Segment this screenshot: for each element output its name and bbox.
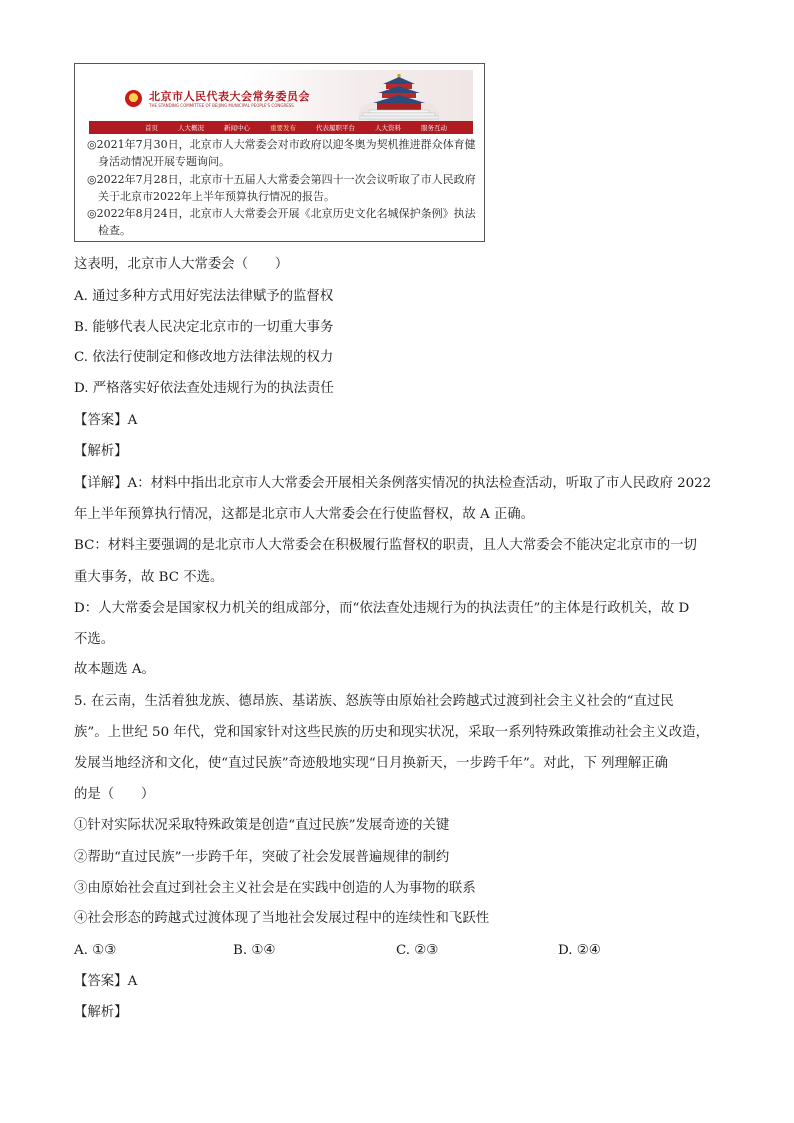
choice-a: A. ①③ bbox=[74, 943, 117, 958]
detail-line: D：人大常委会是国家权力机关的组成部分，而“依法查处违规行为的执法责任”的主体是行政机关，故 D bbox=[74, 601, 690, 616]
site-subtitle: THE STANDING COMMITTEE OF BEIJING MUNICIPAL PEOPLE'S CONGRESS bbox=[149, 103, 294, 108]
option-b: B. 能够代表人民决定北京市的一切重大事务 bbox=[74, 320, 334, 335]
question-stem: 这表明，北京市人大常委会（ ） bbox=[74, 257, 289, 272]
answer-tag: 【答案】 bbox=[74, 974, 128, 989]
detail-line: BC：材料主要强调的是北京市人大常委会在积极履行监督权的职责，且人大常委会不能决定北京市的一切 bbox=[74, 538, 697, 553]
choice-b: B. ①④ bbox=[233, 943, 276, 958]
answer-value: A bbox=[127, 413, 138, 428]
news-note: ◎2022年8月24日，北京市人大常委会开展《北京历史文化名城保护条例》执法检查。 bbox=[87, 207, 476, 238]
statement-2: ②帮助“直过民族”一步跨千年，突破了社会发展普遍规律的制约 bbox=[74, 850, 450, 865]
question-stem: 族”。上世纪 50 年代，党和国家针对这些民族的历史和现实状况，采取一系列特殊政策推动社会主义改造， bbox=[74, 725, 709, 740]
nav-item-releases[interactable]: 重要发布 bbox=[270, 124, 296, 132]
choice-c: C. ②③ bbox=[396, 943, 439, 958]
site-title: 北京市人民代表大会常务委员会 bbox=[149, 90, 310, 103]
analysis-tag: 【解析】 bbox=[74, 444, 128, 459]
detail-line: 【详解】A：材料中指出北京市人大常委会开展相关条例落实情况的执法检查活动，听取了市人民政府 2022 bbox=[74, 476, 712, 491]
option-c: C. 依法行使制定和修改地方法律法规的权力 bbox=[74, 350, 334, 365]
statement-1: ①针对实际状况采取特殊政策是创造“直过民族”发展奇迹的关键 bbox=[74, 818, 450, 833]
nav-item-deputies[interactable]: 代表履职平台 bbox=[316, 124, 355, 132]
answer-line bbox=[74, 974, 137, 990]
question-stem: 5. 在云南，生活着独龙族、德昂族、基诺族、怒族等由原始社会跨越式过渡到社会主义社会的“直过民 bbox=[74, 694, 674, 709]
detail-line: 不选。 bbox=[74, 632, 115, 647]
nav-item-overview[interactable]: 人大概况 bbox=[178, 124, 204, 132]
site-banner bbox=[89, 70, 473, 128]
news-notes bbox=[87, 136, 479, 240]
option-d: D. 严格落实好依法查处违规行为的执法责任 bbox=[74, 381, 334, 396]
nav-item-home[interactable]: 首页 bbox=[145, 124, 158, 132]
site-nav-bar bbox=[89, 121, 473, 134]
statement-4: ④社会形态的跨越式过渡体现了当地社会发展过程中的连续性和飞跃性 bbox=[74, 911, 490, 926]
detail-line: 故本题选 A。 bbox=[74, 662, 155, 677]
news-note: ◎2022年7月28日，北京市十五届人大常委会第四十一次会议听取了市人民政府关于北京市2022年上半年预算执行情况的报告。 bbox=[87, 172, 476, 203]
question-stem: 发展当地经济和文化，使“直过民族”奇迹般地实现“日月换新天，一步跨千年”。对此，下 列理解正确 bbox=[74, 756, 669, 771]
question-stem: 的是（ ） bbox=[74, 787, 155, 802]
detail-line: 重大事务，故 BC 不选。 bbox=[74, 570, 224, 585]
answer-line bbox=[74, 413, 137, 429]
statement-3: ③由原始社会直过到社会主义社会是在实践中创造的人为事物的联系 bbox=[74, 881, 476, 896]
option-a: A. 通过多种方式用好宪法法律赋予的监督权 bbox=[74, 289, 334, 304]
news-note: ◎2021年7月30日，北京市人大常委会对市政府以迎冬奥为契机推进群众体育健身活动情况开展专题询问。 bbox=[87, 138, 476, 169]
answer-tag: 【答案】 bbox=[74, 413, 128, 428]
nav-item-news[interactable]: 新闻中心 bbox=[224, 124, 250, 132]
temple-of-heaven-icon bbox=[359, 72, 439, 128]
detail-line: 年上半年预算执行情况，这都是北京市人大常委会在行使监督权，故 A 正确。 bbox=[74, 507, 535, 522]
nav-item-services[interactable]: 服务互动 bbox=[421, 124, 447, 132]
choice-d: D. ②④ bbox=[558, 943, 601, 958]
national-emblem-icon bbox=[125, 90, 142, 107]
answer-value: A bbox=[127, 974, 138, 989]
news-screenshot-figure bbox=[74, 63, 485, 242]
nav-item-materials[interactable]: 人大资料 bbox=[375, 124, 401, 132]
analysis-tag: 【解析】 bbox=[74, 1005, 128, 1020]
